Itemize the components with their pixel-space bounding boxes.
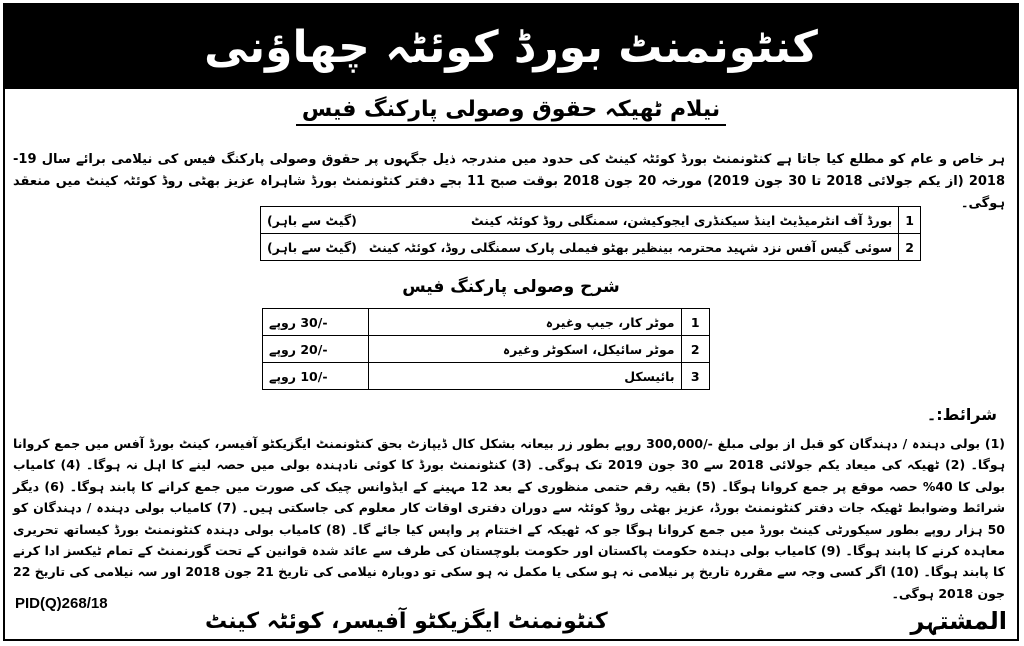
conditions-paragraph: (1) بولی دہندہ / دہندگان کو قبل از بولی مبلغ -/300,000 روپے بطور زر بیعانہ بشکل کال ڈیپازٹ بحق کنٹونمنٹ ایگزیکٹو آفیسر، کینٹ بورڈ آفس میں جمع کروانا ہوگا۔ (2) ٹھیکہ کی میعاد یکم جولائی 2018 سے 30 جون 2019 تک ہوگی۔ (3) کنٹونمنٹ بورڈ کا کوئی نادہندہ بولی میں حصہ لینے کا اہل نہ ہوگا۔ (4) کامیاب بولی کا 40% حصہ موقع پر جمع کروانا ہوگا۔ (5) بقیہ رقم حتمی منظوری کے بعد 12 مہینے کے ایڈوانس چیک کی صورت میں جمع کرانے کا پابند ہوگا۔ (6) دیگر شرائط وضوابط ٹھیکہ جات دفتر کنٹونمنٹ بورڈ، عزیز بھٹی روڈ کوئٹہ سے دوران دفتری اوقات کار معلوم کی جاسکتی ہیں۔ (7) کامیاب بولی دہندہ / دہندگان کو 50 ہزار روپے بطور سیکورٹی کینٹ بورڈ میں جمع کروانا ہوگا جو کہ ٹھیکہ کے اختتام پر واپس کیا جائے گا۔ (8) کامیاب بولی دہندہ کنٹونمنٹ بورڈ کیساتھ تحریری معاہدہ کرنے کا پابند ہوگا۔ (9) کامیاب بولی دہندہ حکومت پاکستان اور حکومت بلوچستان کی طرف سے عائد شدہ قوانین کے تحت گورنمنٹ کے تمام ٹیکسز ادا کرنے کا پابند ہوگا۔ (10) اگر کسی وجہ سے مقررہ تاریخ پر نیلامی نہ ہو سکی یا مکمل نہ ہو سکی تو دوبارہ نیلامی کی تاریخ 21 جون 2018 اور سہ نیلامی کی تاریخ 22 جون 2018 ہوگی۔ [13,436,1006,601]
table-row [263,363,710,390]
conditions-heading: شرائط:۔ [926,405,997,424]
location-gate: (گیٹ سے باہر) [261,207,363,234]
advertisement-page [3,3,1019,641]
fee-heading: شرح وصولی پارکنگ فیس [402,277,620,297]
fee-vehicle: موٹر کار، جیپ وغیرہ [369,309,681,336]
fees-table [262,308,710,390]
intro-paragraph: ہر خاص و عام کو مطلع کیا جاتا ہے کنٹونمنٹ بورڈ کوئٹہ کینٹ کی حدود میں مندرجہ ذیل جگہوں پر حقوق وصولی پارکنگ فیس کی نیلامی برائے سال 19-2018 (از یکم جولائی 2018 تا 30 جون 2019) مورخہ 20 جون 2018 بوقت صبح 11 بجے دفتر کنٹونمنٹ بورڈ شاہراہ عزیز بھٹی روڈ کوئٹہ کینٹ میں منعقد ہوگی۔ [13,152,1005,211]
table-row [261,234,921,261]
locations-table [260,206,921,261]
page-title: کنٹونمنٹ بورڈ کوئٹہ چھاؤنی [204,21,818,73]
advertiser-label: المشتہر [910,607,1007,635]
table-row [263,336,710,363]
fee-vehicle: بائیسکل [369,363,681,390]
officer-title: کنٹونمنٹ ایگزیکٹو آفیسر، کوئٹہ کینٹ [205,608,608,634]
subtitle-block [5,97,1017,126]
title-banner [5,5,1017,89]
footer-signature [205,603,1007,639]
fee-vehicle: موٹر سائیکل، اسکوٹر وغیرہ [369,336,681,363]
location-name: بورڈ آف انٹرمیڈیٹ اینڈ سیکنڈری ایجوکیشن، سمنگلی روڈ کوئٹہ کینٹ [363,207,899,234]
fee-number: 3 [681,363,709,390]
fee-amount: -/30 روپے [263,309,369,336]
location-number: 1 [899,207,921,234]
fee-amount: -/20 روپے [263,336,369,363]
location-number: 2 [899,234,921,261]
page-subtitle: نیلام ٹھیکہ حقوق وصولی پارکنگ فیس [296,97,726,126]
fee-amount: -/10 روپے [263,363,369,390]
table-row [263,309,710,336]
location-name: سوئی گیس آفس نزد شہید محترمہ بینظیر بھٹو فیملی پارک سمنگلی روڈ، کوئٹہ کینٹ [363,234,899,261]
fee-number: 1 [681,309,709,336]
location-gate: (گیٹ سے باہر) [261,234,363,261]
pid-number: PID(Q)268/18 [15,595,108,612]
table-row [261,207,921,234]
fee-number: 2 [681,336,709,363]
